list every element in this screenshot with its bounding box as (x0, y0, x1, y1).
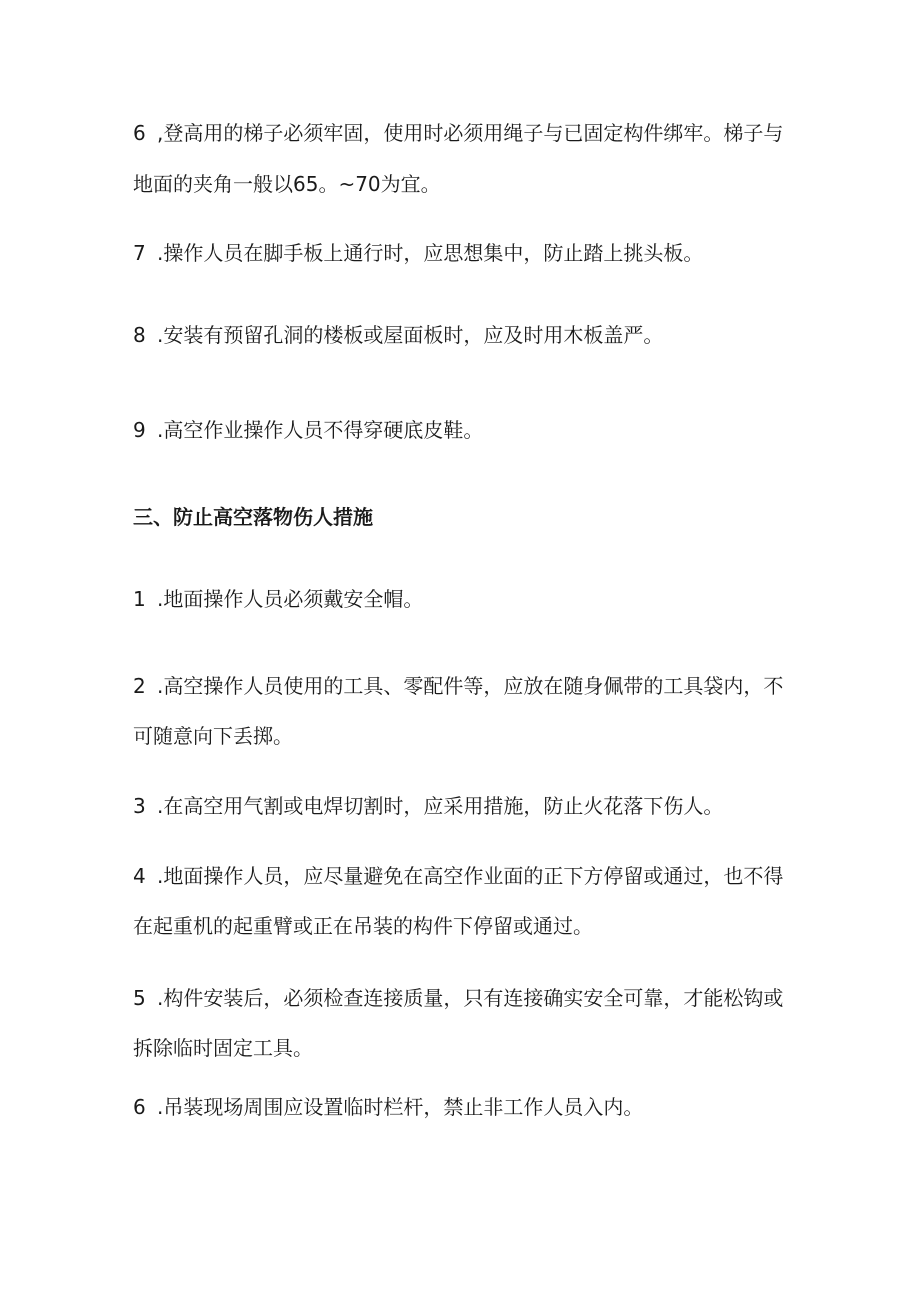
item-text: .地面操作人员必须戴安全帽。 (157, 587, 424, 611)
item-text: .地面操作人员，应尽量避免在高空作业面的正下方停留或通过，也不得 (157, 864, 784, 888)
item-3-5-line-1 (133, 985, 783, 1011)
item-2-9 (133, 417, 483, 443)
item-text: .构件安装后，必须检查连接质量，只有连接确实安全可靠，才能松钩或 (157, 986, 784, 1010)
item-text: .安装有预留孔洞的楼板或屋面板时，应及时用木板盖严。 (157, 323, 664, 347)
item-text: .操作人员在脚手板上通行时，应思想集中，防止踏上挑头板。 (157, 241, 704, 265)
item-text: .高空操作人员使用的工具、零配件等，应放在随身佩带的工具袋内，不 (157, 674, 784, 698)
item-number: 6 (133, 121, 146, 145)
item-number: 6 (133, 1095, 146, 1119)
item-text: .吊装现场周围应设置临时栏杆，禁止非工作人员入内。 (157, 1095, 644, 1119)
item-number: 8 (133, 323, 146, 347)
item-number: 2 (133, 674, 146, 698)
item-3-1 (133, 586, 423, 612)
item-3-5-line-2 (133, 1035, 313, 1061)
item-text: 在起重机的起重臂或正在吊装的构件下停留或通过。 (133, 914, 593, 938)
item-text: 拆除临时固定工具。 (133, 1036, 313, 1060)
item-3-6 (133, 1094, 643, 1120)
item-text: 地面的夹角一般以65。~70为宜。 (133, 172, 441, 196)
item-number: 7 (133, 241, 146, 265)
item-3-3 (133, 793, 723, 819)
item-text: .在高空用气割或电焊切割时，应采用措施，防止火花落下伤人。 (157, 794, 724, 818)
item-2-7 (133, 240, 703, 266)
item-2-6-line-2 (133, 171, 441, 197)
item-number: 1 (133, 587, 146, 611)
item-number: 5 (133, 986, 146, 1010)
item-3-4-line-1 (133, 863, 783, 889)
item-text: ,登高用的梯子必须牢固，使用时必须用绳子与已固定构件绑牢。梯子与 (157, 121, 784, 145)
item-2-8 (133, 322, 663, 348)
section-heading: 三、防止高空落物伤人措施 (133, 505, 373, 529)
item-number: 4 (133, 864, 146, 888)
item-3-2-line-1 (133, 673, 783, 699)
item-3-4-line-2 (133, 913, 593, 939)
item-3-2-line-2 (133, 723, 293, 749)
item-text: 可随意向下丢掷。 (133, 724, 293, 748)
item-number: 9 (133, 418, 146, 442)
item-number: 3 (133, 794, 146, 818)
item-text: .高空作业操作人员不得穿硬底皮鞋。 (157, 418, 484, 442)
item-2-6-line-1 (133, 120, 783, 146)
